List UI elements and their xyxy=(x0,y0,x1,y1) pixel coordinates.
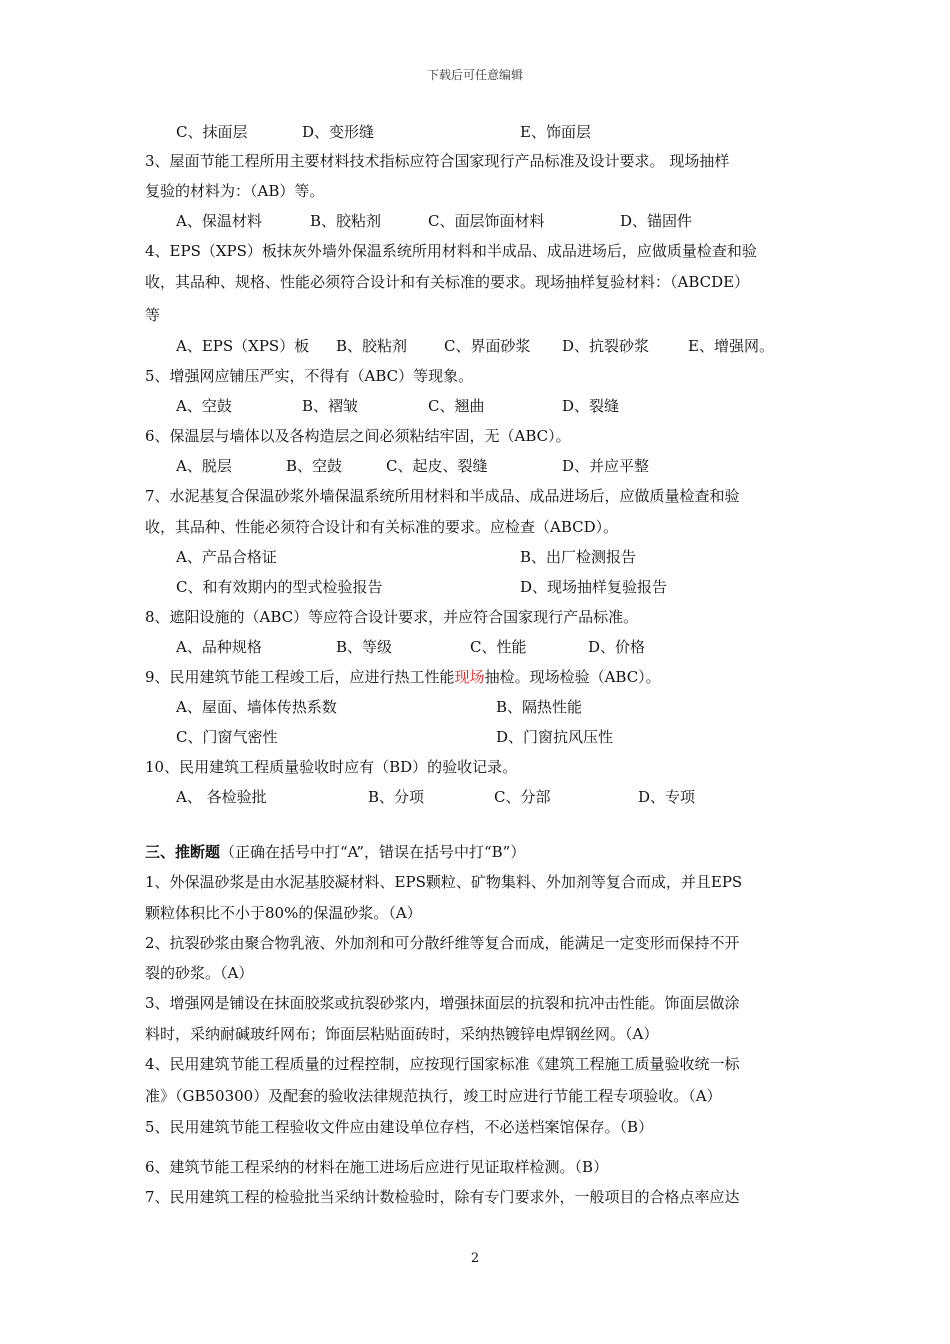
q10-option-a: A、 各检验批 xyxy=(176,788,267,806)
section-3-title: 三、推断题 xyxy=(145,843,221,861)
q4-option-e: E、增强网。 xyxy=(688,337,774,355)
section-3-heading xyxy=(145,842,525,862)
q7-option-d: D、现场抽样复验报告 xyxy=(520,578,668,596)
question-7-line-2: 收，其品种、性能必须符合设计和有关标准的要求。应检查（ABCD）。 xyxy=(145,518,619,536)
option-d: D、变形缝 xyxy=(302,123,375,141)
question-4-line-2: 收，其品种、规格、性能必须符合设计和有关标准的要求。现场抽样复验材料：（ABCDE） xyxy=(145,273,750,291)
judge-4-line-1: 4、民用建筑节能工程质量的过程控制，应按现行国家标准《建筑工程施工质量验收统一标 xyxy=(145,1055,740,1073)
judge-3-line-1: 3、增强网是铺设在抹面胶浆或抗裂砂浆内，增强抹面层的抗裂和抗冲击性能。饰面层做涂 xyxy=(145,994,740,1012)
option-c: C、抹面层 xyxy=(176,123,248,141)
q5-option-b: B、褶皱 xyxy=(302,397,359,415)
judge-7-line-1: 7、民用建筑工程的检验批当采纳计数检验时，除有专门要求外，一般项目的合格点率应达 xyxy=(145,1188,740,1206)
q7-option-a: A、产品合格证 xyxy=(176,548,277,566)
q8-option-a: A、品种规格 xyxy=(176,638,262,656)
q6-option-c: C、起皮、裂缝 xyxy=(386,457,488,475)
q8-option-c: C、性能 xyxy=(470,638,527,656)
q9-highlight: 现场 xyxy=(454,668,485,686)
question-3-line-1: 3、屋面节能工程所用主要材料技术指标应符合国家现行产品标准及设计要求。 现场抽样 xyxy=(145,152,730,170)
page-header: 下载后可任意编辑 xyxy=(426,68,523,82)
judge-6: 6、建筑节能工程采纳的材料在施工进场后应进行见证取样检测。（B） xyxy=(145,1158,609,1176)
q6-option-d: D、并应平整 xyxy=(562,457,650,475)
q10-option-d: D、专项 xyxy=(638,788,696,806)
q4-option-d: D、抗裂砂浆 xyxy=(562,337,650,355)
q5-option-c: C、翘曲 xyxy=(428,397,485,415)
q6-option-b: B、空鼓 xyxy=(286,457,343,475)
q9-option-d: D、门窗抗风压性 xyxy=(496,728,614,746)
judge-5: 5、民用建筑节能工程验收文件应由建设单位存档，不必送档案馆保存。（B） xyxy=(145,1118,654,1136)
judge-1-line-1: 1、外保温砂浆是由水泥基胶凝材料、EPS颗粒、矿物集料、外加剂等复合而成，并且EPS xyxy=(145,873,743,891)
q6-option-a: A、脱层 xyxy=(176,457,232,475)
q7-option-b: B、出厂检测报告 xyxy=(520,548,637,566)
question-8: 8、遮阳设施的（ABC）等应符合设计要求，并应符合国家现行产品标准。 xyxy=(145,608,639,626)
q9-text-post: 抽检。现场检验（ABC）。 xyxy=(484,668,661,686)
q9-option-b: B、隔热性能 xyxy=(496,698,583,716)
q3-option-b: B、胶粘剂 xyxy=(310,212,382,230)
judge-1-line-2: 颗粒体积比不小于80%的保温砂浆。（A） xyxy=(145,904,422,922)
q8-option-d: D、价格 xyxy=(588,638,646,656)
q3-option-d: D、锚固件 xyxy=(620,212,693,230)
question-7-line-1: 7、水泥基复合保温砂浆外墙保温系统所用材料和半成品、成品进场后，应做质量检查和验 xyxy=(145,487,740,505)
question-10: 10、民用建筑工程质量验收时应有（BD）的验收记录。 xyxy=(145,758,518,776)
q10-option-b: B、分项 xyxy=(368,788,425,806)
q9-option-a: A、屋面、墙体传热系数 xyxy=(176,698,337,716)
page-number: 2 xyxy=(470,1251,480,1266)
question-4-line-3: 等 xyxy=(145,306,161,324)
q10-option-c: C、分部 xyxy=(494,788,551,806)
question-9 xyxy=(145,667,661,687)
q9-text-pre: 9、民用建筑节能工程竣工后，应进行热工性能 xyxy=(145,668,455,686)
q7-option-c: C、和有效期内的型式检验报告 xyxy=(176,578,383,596)
q9-option-c: C、门窗气密性 xyxy=(176,728,278,746)
section-3-note: （正确在括号中打“A”，错误在括号中打“B”） xyxy=(220,843,526,861)
q5-option-d: D、裂缝 xyxy=(562,397,620,415)
option-e: E、饰面层 xyxy=(520,123,591,141)
question-5: 5、增强网应铺压严实，不得有（ABC）等现象。 xyxy=(145,367,474,385)
question-4-line-1: 4、EPS（XPS）板抹灰外墙外保温系统所用材料和半成品、成品进场后，应做质量检查和验 xyxy=(145,242,757,260)
judge-4-line-2: 准》（GB50300）及配套的验收法律规范执行，竣工时应进行节能工程专项验收。（A） xyxy=(145,1087,722,1105)
question-3-line-2: 复验的材料为：（AB）等。 xyxy=(145,182,325,200)
judge-2-line-1: 2、抗裂砂浆由聚合物乳液、外加剂和可分散纤维等复合而成，能满足一定变形而保持不开 xyxy=(145,934,740,952)
q5-option-a: A、空鼓 xyxy=(176,397,232,415)
q4-option-c: C、界面砂浆 xyxy=(444,337,531,355)
question-6: 6、保温层与墙体以及各构造层之间必须粘结牢固，无（ABC）。 xyxy=(145,427,571,445)
q4-option-a: A、EPS（XPS）板 xyxy=(176,337,310,355)
q8-option-b: B、等级 xyxy=(336,638,393,656)
judge-2-line-2: 裂的砂浆。（A） xyxy=(145,964,254,982)
q3-option-a: A、保温材料 xyxy=(176,212,262,230)
judge-3-line-2: 料时，采纳耐碱玻纤网布；饰面层粘贴面砖时，采纳热镀锌电焊钢丝网。（A） xyxy=(145,1025,659,1043)
q3-option-c: C、面层饰面材料 xyxy=(428,212,545,230)
q4-option-b: B、胶粘剂 xyxy=(336,337,408,355)
